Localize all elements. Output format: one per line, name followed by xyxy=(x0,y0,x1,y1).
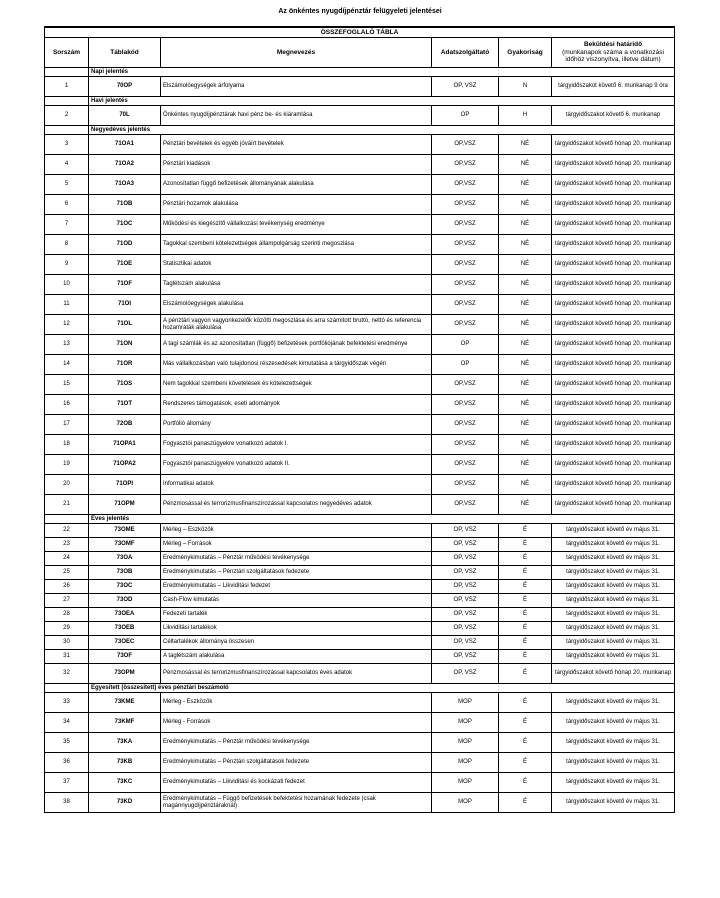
table-row xyxy=(45,175,675,195)
deadline: tárgyidőszakot követő hónap 20. munkanap xyxy=(552,495,675,515)
header-num: Sorszám xyxy=(45,38,89,68)
report-name: Azonosítatlan függő befizetések állományának alakulása xyxy=(161,175,432,195)
deadline: tárgyidőszakot követő hónap 20. munkanap xyxy=(552,335,675,355)
frequency: É xyxy=(499,753,552,773)
data-provider: MOP xyxy=(432,753,499,773)
table-row xyxy=(45,135,675,155)
deadline: tárgyidőszakot követő év május 31. xyxy=(552,594,675,608)
section-spacer xyxy=(45,68,89,77)
table-code: 71OA1 xyxy=(89,135,161,155)
table-code: 73OD xyxy=(89,594,161,608)
report-name: Pénzmosással és terrorizmusfinanszírozással kapcsolatos éves adatok xyxy=(161,664,432,684)
table-row xyxy=(45,552,675,566)
row-number: 33 xyxy=(45,693,89,713)
table-row xyxy=(45,395,675,415)
data-provider: OP xyxy=(432,355,499,375)
table-row xyxy=(45,594,675,608)
row-number: 26 xyxy=(45,580,89,594)
header-provider: Adatszolgáltató xyxy=(432,38,499,68)
deadline: tárgyidőszakot követő hónap 20. munkanap xyxy=(552,435,675,455)
data-provider: OP, VSZ xyxy=(432,664,499,684)
report-name: Fogyasztói panaszügyekre vonatkozó adatok II. xyxy=(161,455,432,475)
deadline: tárgyidőszakot követő 6. munkanap 9 óra xyxy=(552,77,675,97)
frequency: NÉ xyxy=(499,495,552,515)
table-code: 73KA xyxy=(89,733,161,753)
deadline: tárgyidőszakot követő év május 31. xyxy=(552,753,675,773)
report-name: Nem tagokkal szembeni követelések és kötelezettségek xyxy=(161,375,432,395)
frequency: É xyxy=(499,650,552,664)
section-spacer xyxy=(45,684,89,693)
row-number: 24 xyxy=(45,552,89,566)
table-code: 71OI xyxy=(89,295,161,315)
header-deadline-sub: (munkanapok száma a vonatkozási időhöz viszonyítva, illetve dátum) xyxy=(562,48,664,64)
table-row xyxy=(45,355,675,375)
table-code: 73OC xyxy=(89,580,161,594)
report-name: Elszámolóegységek árfolyama xyxy=(161,77,432,97)
table-code: 73OF xyxy=(89,650,161,664)
data-provider: OP, VSZ xyxy=(432,622,499,636)
table-row xyxy=(45,235,675,255)
table-row xyxy=(45,793,675,813)
report-name: Pénzmosással és terrorizmusfinanszírozással kapcsolatos negyedéves adatok xyxy=(161,495,432,515)
table-row xyxy=(45,375,675,395)
deadline: tárgyidőszakot követő év május 31. xyxy=(552,713,675,733)
data-provider: OP, VSZ xyxy=(432,524,499,538)
data-provider: OP,VSZ xyxy=(432,435,499,455)
table-code: 71OT xyxy=(89,395,161,415)
table-code: 72OB xyxy=(89,415,161,435)
row-number: 37 xyxy=(45,773,89,793)
row-number: 2 xyxy=(45,106,89,126)
report-name: Működési és kiegészítő vállalkozási tevékenység eredménye xyxy=(161,215,432,235)
header-frequency: Gyakoriság xyxy=(499,38,552,68)
deadline: tárgyidőszakot követő év május 31. xyxy=(552,552,675,566)
table-code: 71OA2 xyxy=(89,155,161,175)
table-row xyxy=(45,475,675,495)
row-number: 14 xyxy=(45,355,89,375)
report-name: Statisztikai adatok xyxy=(161,255,432,275)
deadline: tárgyidőszakot követő év május 31. xyxy=(552,636,675,650)
row-number: 36 xyxy=(45,753,89,773)
data-provider: OP,VSZ xyxy=(432,255,499,275)
section-spacer xyxy=(45,97,89,106)
table-code: 71OL xyxy=(89,315,161,335)
table-code: 71OF xyxy=(89,275,161,295)
table-row xyxy=(45,636,675,650)
summary-table xyxy=(44,26,675,813)
frequency: NÉ xyxy=(499,455,552,475)
table-code: 73OB xyxy=(89,566,161,580)
table-row xyxy=(45,335,675,355)
frequency: NÉ xyxy=(499,275,552,295)
report-name: Pénztári kiadások xyxy=(161,155,432,175)
table-row xyxy=(45,435,675,455)
table-code: 73OMF xyxy=(89,538,161,552)
row-number: 30 xyxy=(45,636,89,650)
deadline: tárgyidőszakot követő hónap 20. munkanap xyxy=(552,155,675,175)
row-number: 7 xyxy=(45,215,89,235)
deadline: tárgyidőszakot követő év május 31. xyxy=(552,773,675,793)
deadline: tárgyidőszakot követő év május 31. xyxy=(552,580,675,594)
table-code: 71ON xyxy=(89,335,161,355)
data-provider: OP,VSZ xyxy=(432,295,499,315)
data-provider: MOP xyxy=(432,713,499,733)
deadline: tárgyidőszakot követő év május 31. xyxy=(552,650,675,664)
table-row xyxy=(45,753,675,773)
data-provider: MOP xyxy=(432,773,499,793)
report-name: A pénztári vagyon vagyonkezelők közötti megoszlása és arra számított bruttó, nettó és referencia hozamráták alakulása xyxy=(161,315,432,335)
data-provider: OP, VSZ xyxy=(432,650,499,664)
deadline: tárgyidőszakot követő hónap 20. munkanap xyxy=(552,215,675,235)
frequency: É xyxy=(499,608,552,622)
frequency: É xyxy=(499,693,552,713)
row-number: 16 xyxy=(45,395,89,415)
deadline: tárgyidőszakot követő év május 31. xyxy=(552,566,675,580)
table-row xyxy=(45,713,675,733)
table-code: 71OS xyxy=(89,375,161,395)
row-number: 32 xyxy=(45,664,89,684)
frequency: É xyxy=(499,773,552,793)
table-row xyxy=(45,608,675,622)
data-provider: OP,VSZ xyxy=(432,395,499,415)
deadline: tárgyidőszakot követő hónap 20. munkanap xyxy=(552,255,675,275)
deadline: tárgyidőszakot követő hónap 20. munkanap xyxy=(552,395,675,415)
row-number: 12 xyxy=(45,315,89,335)
report-name: Informatikai adatok xyxy=(161,475,432,495)
frequency: NÉ xyxy=(499,435,552,455)
data-provider: OP, VSZ xyxy=(432,636,499,650)
table-code: 73OPM xyxy=(89,664,161,684)
data-provider: OP, VSZ xyxy=(432,77,499,97)
section-label: Negyedéves jelentés xyxy=(89,126,675,135)
table-code: 71OPA2 xyxy=(89,455,161,475)
data-provider: MOP xyxy=(432,693,499,713)
table-row xyxy=(45,773,675,793)
table-row xyxy=(45,255,675,275)
deadline: tárgyidőszakot követő év május 31. xyxy=(552,693,675,713)
section-label: Egyesített (összesített) éves pénztári beszámoló xyxy=(89,684,675,693)
report-name: Eredménykimutatás – Pénztári szolgáltatások fedezete xyxy=(161,566,432,580)
deadline: tárgyidőszakot követő év május 31. xyxy=(552,622,675,636)
frequency: É xyxy=(499,566,552,580)
table-code: 73KD xyxy=(89,793,161,813)
report-name: Taglétszám alakulása xyxy=(161,275,432,295)
row-number: 31 xyxy=(45,650,89,664)
report-name: Eredménykimutatás – Pénztári szolgáltatások fedezete xyxy=(161,753,432,773)
section-row xyxy=(45,97,675,106)
report-name: A taglétszám alakulása xyxy=(161,650,432,664)
row-number: 4 xyxy=(45,155,89,175)
deadline: tárgyidőszakot követő év május 31. xyxy=(552,524,675,538)
table-row xyxy=(45,566,675,580)
table-row xyxy=(45,415,675,435)
table-code: 70OP xyxy=(89,77,161,97)
deadline: tárgyidőszakot követő év május 31. xyxy=(552,793,675,813)
row-number: 3 xyxy=(45,135,89,155)
table-code: 71OE xyxy=(89,255,161,275)
frequency: É xyxy=(499,733,552,753)
deadline: tárgyidőszakot követő év május 31. xyxy=(552,733,675,753)
deadline: tárgyidőszakot követő hónap 20. munkanap xyxy=(552,664,675,684)
report-name: Pénztári hozamok alakulása xyxy=(161,195,432,215)
deadline: tárgyidőszakot követő hónap 20. munkanap xyxy=(552,475,675,495)
frequency: É xyxy=(499,622,552,636)
row-number: 25 xyxy=(45,566,89,580)
row-number: 27 xyxy=(45,594,89,608)
row-number: 13 xyxy=(45,335,89,355)
report-name: Eredménykimutatás – Likviditási és kockázati fedezet xyxy=(161,773,432,793)
frequency: NÉ xyxy=(499,475,552,495)
deadline: tárgyidőszakot követő hónap 20. munkanap xyxy=(552,295,675,315)
row-number: 17 xyxy=(45,415,89,435)
data-provider: OP,VSZ xyxy=(432,455,499,475)
frequency: NÉ xyxy=(499,415,552,435)
report-name: A tagi számlák és az azonosítatlan (függő) befizetések portfóliójának befektetési eredménye xyxy=(161,335,432,355)
row-number: 19 xyxy=(45,455,89,475)
table-row xyxy=(45,524,675,538)
section-row xyxy=(45,68,675,77)
data-provider: OP,VSZ xyxy=(432,175,499,195)
deadline: tárgyidőszakot követő hónap 20. munkanap xyxy=(552,375,675,395)
table-code: 71OB xyxy=(89,195,161,215)
frequency: NÉ xyxy=(499,335,552,355)
table-row xyxy=(45,77,675,97)
row-number: 23 xyxy=(45,538,89,552)
table-row xyxy=(45,315,675,335)
report-name: Eredménykimutatás – Pénztár működési tevékenysége xyxy=(161,733,432,753)
table-row xyxy=(45,580,675,594)
row-number: 35 xyxy=(45,733,89,753)
table-row xyxy=(45,650,675,664)
report-name: Eredménykimutatás – Függő befizetések befektetési hozamának fedezete (csak magánnyugdíjpénztáraknál) xyxy=(161,793,432,813)
report-name: Pénztári bevételek és egyéb jóváírt bevételek xyxy=(161,135,432,155)
header-deadline xyxy=(552,38,675,68)
report-name: Mérleg – Eszközök xyxy=(161,524,432,538)
data-provider: OP, VSZ xyxy=(432,608,499,622)
table-row xyxy=(45,622,675,636)
deadline: tárgyidőszakot követő hónap 20. munkanap xyxy=(552,135,675,155)
frequency: NÉ xyxy=(499,175,552,195)
deadline: tárgyidőszakot követő hónap 20. munkanap xyxy=(552,235,675,255)
table-code: 73OME xyxy=(89,524,161,538)
table-code: 73OEA xyxy=(89,608,161,622)
header-deadline-title: Beküldési határidő xyxy=(583,41,643,49)
report-name: Elszámolóegységek alakulása xyxy=(161,295,432,315)
table-header-row xyxy=(45,38,675,68)
frequency: É xyxy=(499,664,552,684)
table-code: 71OC xyxy=(89,215,161,235)
data-provider: MOP xyxy=(432,733,499,753)
deadline: tárgyidőszakot követő hónap 20. munkanap xyxy=(552,415,675,435)
row-number: 21 xyxy=(45,495,89,515)
row-number: 9 xyxy=(45,255,89,275)
report-name: Portfólió állomány xyxy=(161,415,432,435)
table-code: 71OD xyxy=(89,235,161,255)
data-provider: OP,VSZ xyxy=(432,195,499,215)
frequency: NÉ xyxy=(499,215,552,235)
page-title: Az önkéntes nyugdíjpénztár felügyeleti jelentései xyxy=(278,8,442,15)
report-name: Likviditási tartalékok xyxy=(161,622,432,636)
report-name: Mérleg - Eszközök xyxy=(161,693,432,713)
deadline: tárgyidőszakot követő hónap 20. munkanap xyxy=(552,275,675,295)
table-title: ÖSSZEFOGLALÓ TÁBLA xyxy=(45,27,675,38)
frequency: H xyxy=(499,106,552,126)
section-label: Napi jelentés xyxy=(89,68,675,77)
row-number: 38 xyxy=(45,793,89,813)
table-row xyxy=(45,295,675,315)
deadline: tárgyidőszakot követő év május 31. xyxy=(552,538,675,552)
table-row xyxy=(45,495,675,515)
report-name: Fogyasztói panaszügyekre vonatkozó adatok I. xyxy=(161,435,432,455)
data-provider: OP, VSZ xyxy=(432,594,499,608)
frequency: É xyxy=(499,636,552,650)
table-row xyxy=(45,106,675,126)
data-provider: OP, VSZ xyxy=(432,552,499,566)
row-number: 28 xyxy=(45,608,89,622)
frequency: É xyxy=(499,580,552,594)
data-provider: OP,VSZ xyxy=(432,275,499,295)
frequency: NÉ xyxy=(499,355,552,375)
report-name: Rendszeres támogatások, eseti adományok xyxy=(161,395,432,415)
row-number: 22 xyxy=(45,524,89,538)
data-provider: OP,VSZ xyxy=(432,155,499,175)
row-number: 15 xyxy=(45,375,89,395)
section-row xyxy=(45,126,675,135)
table-row xyxy=(45,538,675,552)
report-name: Eredménykimutatás – Likviditási fedezet xyxy=(161,580,432,594)
section-label: Havi jelentés xyxy=(89,97,675,106)
report-name: Eredménykimutatás – Pénztár működési tevékenysége xyxy=(161,552,432,566)
row-number: 8 xyxy=(45,235,89,255)
data-provider: OP,VSZ xyxy=(432,315,499,335)
table-code: 73KB xyxy=(89,753,161,773)
data-provider: OP, VSZ xyxy=(432,580,499,594)
frequency: É xyxy=(499,594,552,608)
section-spacer xyxy=(45,515,89,524)
table-code: 71OA3 xyxy=(89,175,161,195)
header-name: Megnevezés xyxy=(161,38,432,68)
deadline: tárgyidőszakot követő év május 31. xyxy=(552,608,675,622)
row-number: 29 xyxy=(45,622,89,636)
frequency: É xyxy=(499,793,552,813)
table-row xyxy=(45,733,675,753)
frequency: NÉ xyxy=(499,295,552,315)
data-provider: OP, VSZ xyxy=(432,566,499,580)
table-row xyxy=(45,275,675,295)
table-code: 71OPA1 xyxy=(89,435,161,455)
report-name: Mérleg - Források xyxy=(161,713,432,733)
table-code: 71OPI xyxy=(89,475,161,495)
data-provider: OP, VSZ xyxy=(432,538,499,552)
section-row xyxy=(45,684,675,693)
row-number: 11 xyxy=(45,295,89,315)
row-number: 5 xyxy=(45,175,89,195)
table-row xyxy=(45,455,675,475)
frequency: NÉ xyxy=(499,155,552,175)
data-provider: OP,VSZ xyxy=(432,215,499,235)
report-name: Mérleg – Források xyxy=(161,538,432,552)
data-provider: OP,VSZ xyxy=(432,235,499,255)
frequency: É xyxy=(499,713,552,733)
deadline: tárgyidőszakot követő hónap 20. munkanap xyxy=(552,195,675,215)
deadline: tárgyidőszakot követő hónap 20. munkanap xyxy=(552,175,675,195)
frequency: NÉ xyxy=(499,395,552,415)
row-number: 20 xyxy=(45,475,89,495)
frequency: NÉ xyxy=(499,195,552,215)
table-code: 70L xyxy=(89,106,161,126)
frequency: NÉ xyxy=(499,235,552,255)
row-number: 6 xyxy=(45,195,89,215)
report-name: Más vállalkozásban való tulajdonosi részesedések kimutatása a tárgyidőszak végén xyxy=(161,355,432,375)
data-provider: OP,VSZ xyxy=(432,495,499,515)
frequency: É xyxy=(499,524,552,538)
frequency: NÉ xyxy=(499,135,552,155)
table-row xyxy=(45,215,675,235)
row-number: 10 xyxy=(45,275,89,295)
table-row xyxy=(45,195,675,215)
report-name: Cash-Flow kimutatás xyxy=(161,594,432,608)
table-row xyxy=(45,155,675,175)
report-name: Fedezeti tartalék xyxy=(161,608,432,622)
data-provider: OP,VSZ xyxy=(432,135,499,155)
data-provider: MOP xyxy=(432,793,499,813)
table-row xyxy=(45,664,675,684)
row-number: 18 xyxy=(45,435,89,455)
deadline: tárgyidőszakot követő hónap 20. munkanap xyxy=(552,455,675,475)
frequency: NÉ xyxy=(499,375,552,395)
table-code: 73KMF xyxy=(89,713,161,733)
section-row xyxy=(45,515,675,524)
frequency: NÉ xyxy=(499,315,552,335)
row-number: 34 xyxy=(45,713,89,733)
deadline: tárgyidőszakot követő hónap 20. munkanap xyxy=(552,355,675,375)
data-provider: OP,VSZ xyxy=(432,415,499,435)
report-name: Tagokkal szembeni kötelezettségek állampolgárság szerinti megoszlása xyxy=(161,235,432,255)
table-code: 73KME xyxy=(89,693,161,713)
table-code: 73OEC xyxy=(89,636,161,650)
frequency: NÉ xyxy=(499,255,552,275)
table-code: 71OR xyxy=(89,355,161,375)
deadline: tárgyidőszakot követő hónap 20. munkanap xyxy=(552,315,675,335)
frequency: É xyxy=(499,538,552,552)
data-provider: OP xyxy=(432,106,499,126)
table-code: 73OA xyxy=(89,552,161,566)
table-code: 73OEB xyxy=(89,622,161,636)
frequency: N xyxy=(499,77,552,97)
section-label: Éves jelentés xyxy=(89,515,675,524)
table-row xyxy=(45,693,675,713)
report-name: Céltartalékok állománya összesen xyxy=(161,636,432,650)
header-code: Táblakód xyxy=(89,38,161,68)
frequency: É xyxy=(499,552,552,566)
row-number: 1 xyxy=(45,77,89,97)
section-spacer xyxy=(45,126,89,135)
data-provider: OP,VSZ xyxy=(432,375,499,395)
deadline: tárgyidőszakot követő 6. munkanap xyxy=(552,106,675,126)
data-provider: OP xyxy=(432,335,499,355)
data-provider: OP,VSZ xyxy=(432,475,499,495)
report-name: Önkéntes nyugdíjpénztárak havi pénz be- és kiáramlása xyxy=(161,106,432,126)
table-code: 73KC xyxy=(89,773,161,793)
table-code: 71OPM xyxy=(89,495,161,515)
